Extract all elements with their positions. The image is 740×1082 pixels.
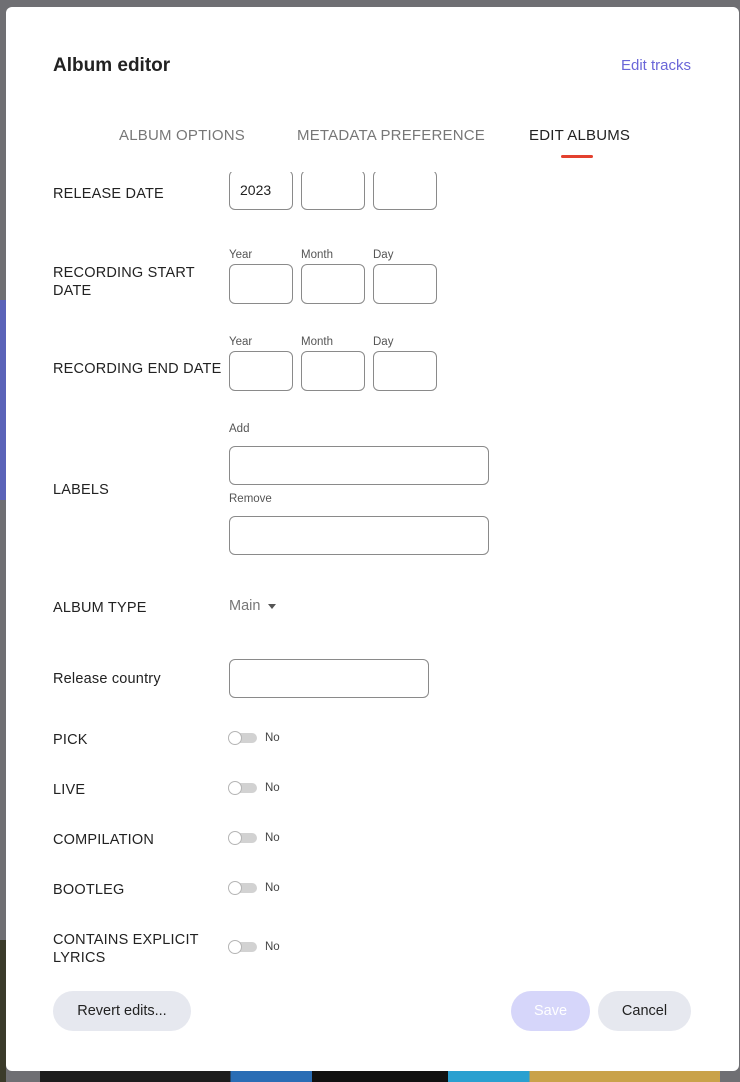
toggle-knob bbox=[228, 831, 242, 845]
recording-end-month-input[interactable] bbox=[301, 351, 365, 391]
bootleg-state: No bbox=[265, 882, 280, 894]
toggle-track bbox=[229, 833, 257, 843]
explicit-lyrics-toggle[interactable] bbox=[229, 941, 280, 953]
tab-metadata-preference[interactable]: METADATA PREFERENCE bbox=[297, 127, 485, 144]
active-tab-indicator bbox=[561, 155, 593, 158]
toggle-knob bbox=[228, 781, 242, 795]
toggle-track bbox=[229, 733, 257, 743]
release-country-label: Release country bbox=[53, 671, 161, 687]
tab-bar bbox=[6, 127, 739, 167]
edit-tracks-link[interactable]: Edit tracks bbox=[620, 57, 691, 74]
album-type-select[interactable] bbox=[229, 598, 276, 614]
album-editor-dialog bbox=[6, 7, 739, 1071]
live-toggle[interactable] bbox=[229, 782, 280, 794]
remove-label: Remove bbox=[229, 493, 272, 505]
recording-end-day-input[interactable] bbox=[373, 351, 437, 391]
pick-toggle[interactable] bbox=[229, 732, 280, 744]
bootleg-label: BOOTLEG bbox=[53, 882, 125, 898]
live-state: No bbox=[265, 782, 280, 794]
add-label: Add bbox=[229, 423, 250, 435]
labels-label: LABELS bbox=[53, 482, 110, 498]
album-type-label: ALBUM TYPE bbox=[53, 600, 147, 616]
recording-start-date-label: RECORDING START DATE bbox=[53, 265, 195, 299]
labels-add-input[interactable] bbox=[229, 446, 489, 485]
toggle-knob bbox=[228, 731, 242, 745]
release-date-label: RELEASE DATE bbox=[53, 186, 164, 202]
dialog-title: Album editor bbox=[53, 55, 171, 76]
compilation-state: No bbox=[265, 832, 280, 844]
year-label: Year bbox=[229, 249, 253, 261]
recording-start-month-input[interactable] bbox=[301, 264, 365, 304]
save-button[interactable]: Save bbox=[511, 991, 590, 1031]
release-country-input[interactable] bbox=[229, 659, 429, 698]
recording-end-date-label: RECORDING END DATE bbox=[53, 361, 222, 377]
tab-album-options[interactable]: ALBUM OPTIONS bbox=[119, 127, 245, 144]
tab-edit-albums[interactable]: EDIT ALBUMS bbox=[529, 127, 631, 144]
caret-down-icon bbox=[268, 604, 276, 609]
live-label: LIVE bbox=[53, 782, 86, 798]
pick-state: No bbox=[265, 732, 280, 744]
toggle-track bbox=[229, 942, 257, 952]
toggle-knob bbox=[228, 940, 242, 954]
toggle-track bbox=[229, 783, 257, 793]
compilation-toggle[interactable] bbox=[229, 832, 280, 844]
toggle-track bbox=[229, 883, 257, 893]
recording-start-day-input[interactable] bbox=[373, 264, 437, 304]
compilation-label: COMPILATION bbox=[53, 832, 155, 848]
cancel-button[interactable]: Cancel bbox=[598, 991, 691, 1031]
release-date-month-input[interactable] bbox=[301, 172, 365, 210]
background-artwork-strip bbox=[40, 1070, 720, 1082]
pick-label: PICK bbox=[53, 732, 88, 748]
edit-albums-form[interactable] bbox=[6, 172, 739, 987]
explicit-lyrics-label: CONTAINS EXPLICIT LYRICS bbox=[53, 932, 199, 966]
day-label: Day bbox=[373, 249, 394, 261]
revert-edits-button[interactable]: Revert edits... bbox=[53, 991, 191, 1031]
recording-start-year-input[interactable] bbox=[229, 264, 293, 304]
year-label: Year bbox=[229, 336, 253, 348]
month-label: Month bbox=[301, 336, 333, 348]
labels-remove-input[interactable] bbox=[229, 516, 489, 555]
month-label: Month bbox=[301, 249, 333, 261]
toggle-knob bbox=[228, 881, 242, 895]
day-label: Day bbox=[373, 336, 394, 348]
recording-end-year-input[interactable] bbox=[229, 351, 293, 391]
release-date-year-input[interactable] bbox=[229, 172, 293, 210]
album-type-value: Main bbox=[229, 598, 261, 614]
release-date-day-input[interactable] bbox=[373, 172, 437, 210]
bootleg-toggle[interactable] bbox=[229, 882, 280, 894]
explicit-lyrics-state: No bbox=[265, 941, 280, 953]
